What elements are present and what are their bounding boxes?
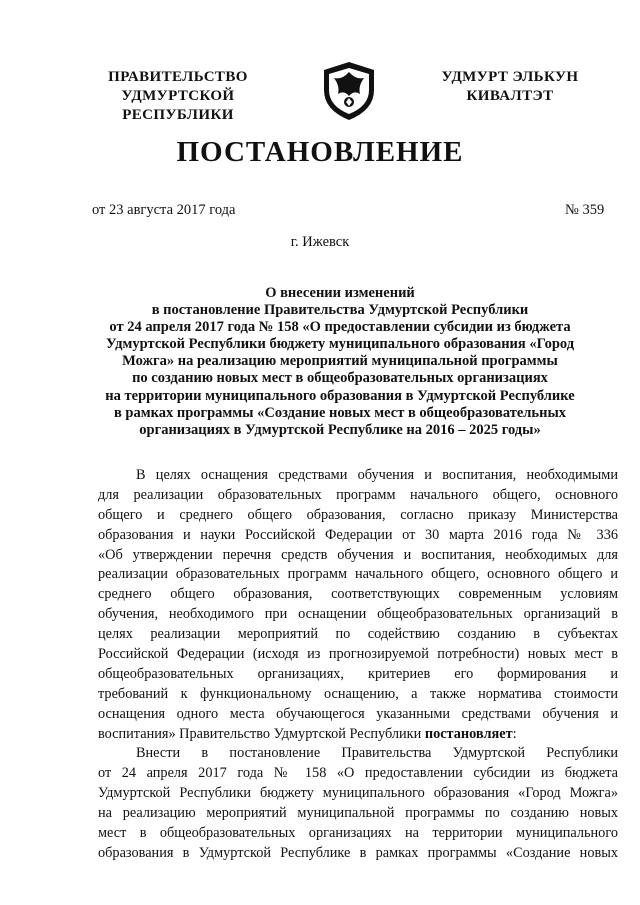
body-line: образования и науки Российской Федерации от 30 марта 2016 года № 336 [98,526,618,543]
body-line: «Об утверждении перечня средств обучения и воспитания, необходимых для [98,546,618,563]
body-line: Внести в постановление Правительства Удмуртской Республики [136,745,618,762]
body-line: общеобразовательных организациях, критериев его формирования и [98,665,618,682]
subject-line: в постановление Правительства Удмуртской Республики [151,302,529,319]
document-subject [60,285,620,439]
subject-line: О внесении изменений [265,285,415,301]
header-left [78,68,278,125]
body-line: Российской Федерации (исходя из прогнозируемой потребности) новых мест в [98,646,618,663]
body-line: от 24 апреля 2017 года № 158 «О предоставлении субсидии из бюджета [98,765,618,782]
subject-line: на территории муниципального образования в Удмуртской Республике [105,387,575,404]
document-title: ПОСТАНОВЛЕНИЕ [176,136,464,168]
header-left-line2: УДМУРТСКОЙ РЕСПУБЛИКИ [121,88,235,123]
decree-keyword: постановляет [424,725,513,742]
subject-line: Можга» на реализацию мероприятий муниципальной программы [122,353,558,370]
body-line: оснащения одного места обучающегося указанными средствами обучения и [98,705,618,722]
body-line: для реализации образовательных программ начального общего, основного [98,486,618,503]
document-date: от 23 августа 2017 года [92,202,236,218]
subject-line: по созданию новых мест в общеобразовательных организациях [132,370,548,387]
body-line: реализации образовательных программ начального общего, основного общего и [98,566,618,583]
header-right [425,68,595,106]
body-line: В целях оснащения средствами обучения и воспитания, необходимыми [136,467,618,483]
body-line: на реализацию мероприятий муниципальной программы по созданию новых [98,805,618,822]
subject-line: организациях в Удмуртской Республике на 2016 – 2025 годы» [139,421,541,438]
body-line: обучения, необходимого при оснащении общеобразовательных организаций в [98,606,618,623]
header-right-line1: УДМУРТ ЭЛЬКУН [441,69,579,85]
body-line: мест в общеобразовательных организациях на территории муниципального [98,825,618,842]
subject-line: Удмуртской Республики бюджету муниципального образования «Город [105,336,575,353]
header-right-line2: КИВАЛТЭТ [466,88,554,104]
body-line: Удмуртской Республики бюджету муниципального образования «Город Можга» [98,785,618,802]
body-line: среднего общего образования, соответствующих современным условиям [98,586,618,603]
body-line-decree [98,725,618,745]
document-number: № 359 [565,202,605,218]
udmurt-emblem-icon [320,60,378,122]
decree-colon: : [512,725,517,742]
document-body [98,466,618,864]
body-line-text: воспитания» Правительство Удмуртской Республики [98,725,425,742]
body-line: целях реализации мероприятий по содействию созданию в субъектах [98,626,618,643]
header-left-line1: ПРАВИТЕЛЬСТВО [108,69,248,85]
body-line: общего и среднего общего образования, согласно приказу Министерства [98,506,618,523]
body-line: образования в Удмуртской Республике в рамках программы «Создание новых [98,844,618,861]
subject-line: в рамках программы «Создание новых мест в общеобразовательных [113,404,567,421]
subject-line: от 24 апреля 2017 года № 158 «О предоставлении субсидии из бюджета [109,319,571,336]
body-line: требований к функциональному оснащению, а также норматива стоимости [98,685,618,702]
document-city: г. Ижевск [290,234,350,250]
